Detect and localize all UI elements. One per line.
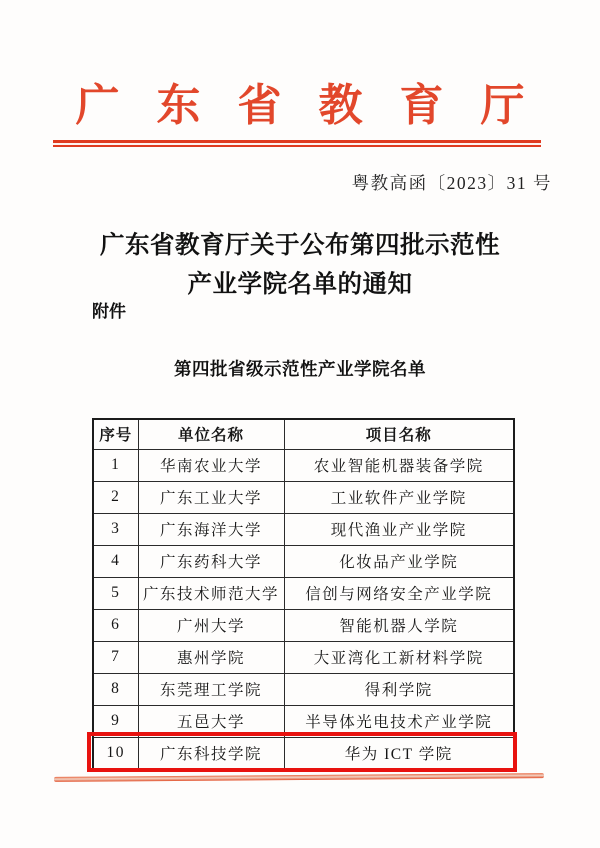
cell-project: 化妆品产业学院 [284, 545, 514, 577]
cell-project: 智能机器人学院 [284, 609, 514, 641]
college-list-table [92, 418, 515, 770]
cell-unit: 五邑大学 [138, 705, 284, 737]
cell-no: 1 [93, 449, 138, 481]
cell-unit: 广东药科大学 [138, 545, 284, 577]
column-header-unit-name: 单位名称 [138, 419, 284, 449]
table-row [93, 513, 514, 545]
letterhead-title: 广东省教育厅 [75, 81, 562, 130]
cell-no: 7 [93, 641, 138, 673]
column-header-serial: 序号 [93, 419, 138, 449]
attachment-label: 附件 [92, 302, 126, 321]
table-title: 第四批省级示范性产业学院名单 [174, 359, 426, 379]
cell-no: 10 [93, 737, 138, 769]
cell-project: 信创与网络安全产业学院 [284, 577, 514, 609]
cell-project: 农业智能机器装备学院 [284, 449, 514, 481]
bottom-divider [54, 773, 544, 782]
cell-unit: 广东海洋大学 [138, 513, 284, 545]
table-body [93, 449, 514, 769]
table-row [93, 641, 514, 673]
cell-no: 8 [93, 673, 138, 705]
table-row [93, 705, 514, 737]
document-title-line2: 产业学院名单的通知 [187, 271, 413, 298]
cell-project: 华为 ICT 学院 [284, 737, 514, 769]
cell-unit: 广州大学 [138, 609, 284, 641]
cell-no: 2 [93, 481, 138, 513]
cell-project: 得利学院 [284, 673, 514, 705]
cell-unit: 广东科技学院 [138, 737, 284, 769]
table-row [93, 673, 514, 705]
cell-project: 现代渔业产业学院 [284, 513, 514, 545]
table-row [93, 609, 514, 641]
table-row [93, 481, 514, 513]
cell-project: 工业软件产业学院 [284, 481, 514, 513]
cell-unit: 广东技术师范大学 [138, 577, 284, 609]
cell-project: 大亚湾化工新材料学院 [284, 641, 514, 673]
table-row [93, 545, 514, 577]
document-title-line1: 广东省教育厅关于公布第四批示范性 [100, 232, 500, 259]
table-row [93, 577, 514, 609]
table-header-row [93, 419, 514, 449]
document-title [0, 226, 600, 304]
column-header-project-name: 项目名称 [284, 419, 514, 449]
cell-unit: 广东工业大学 [138, 481, 284, 513]
cell-unit: 东莞理工学院 [138, 673, 284, 705]
table-container [92, 418, 513, 770]
cell-no: 6 [93, 609, 138, 641]
cell-unit: 华南农业大学 [138, 449, 284, 481]
letterhead-divider [53, 140, 541, 147]
cell-project: 半导体光电技术产业学院 [284, 705, 514, 737]
cell-no: 3 [93, 513, 138, 545]
cell-no: 9 [93, 705, 138, 737]
cell-no: 5 [93, 577, 138, 609]
table-row [93, 737, 514, 769]
cell-no: 4 [93, 545, 138, 577]
table-row [93, 449, 514, 481]
cell-unit: 惠州学院 [138, 641, 284, 673]
document-number: 粤教高函〔2023〕31 号 [351, 173, 552, 193]
